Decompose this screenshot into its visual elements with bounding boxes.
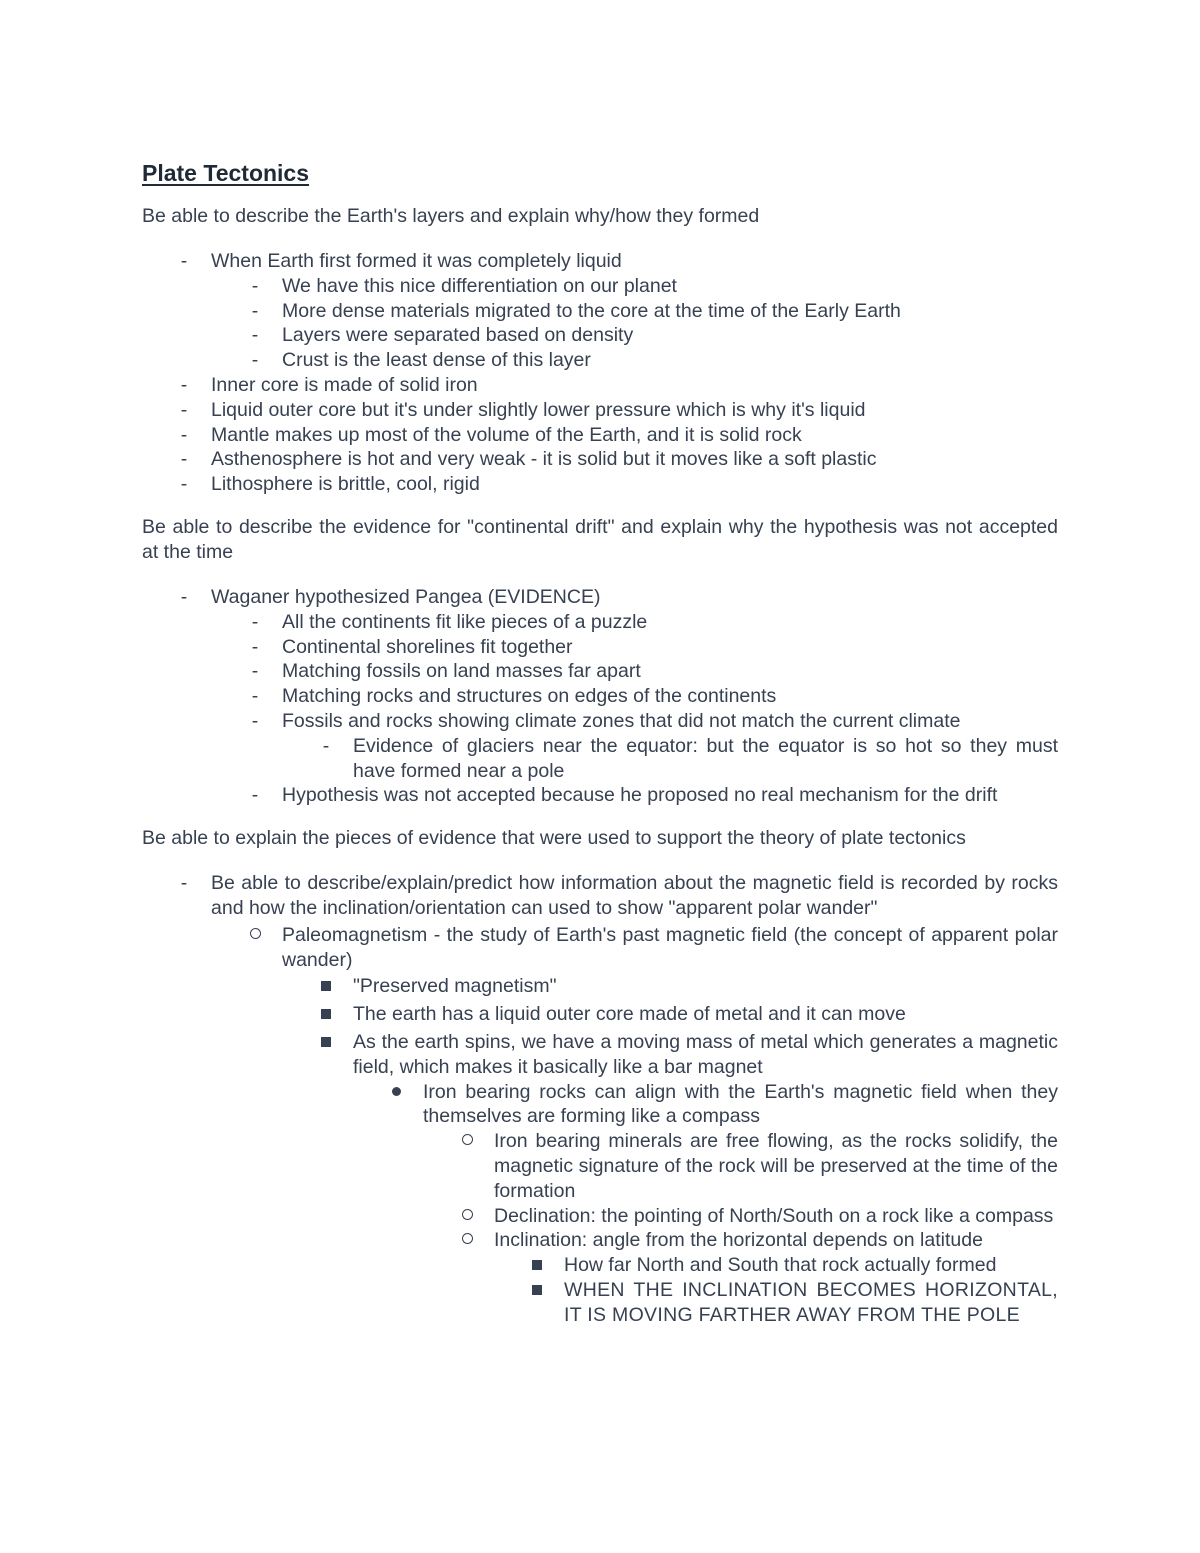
earth-layers-list	[142, 249, 1058, 497]
square-bullet-icon	[527, 1253, 547, 1278]
list-item: - Inner core is made of solid iron	[142, 373, 1058, 398]
dash-bullet-icon	[245, 783, 265, 808]
dash-bullet-icon	[245, 709, 265, 734]
dash-bullet-icon	[245, 635, 265, 660]
dash-bullet-icon	[174, 423, 194, 448]
square-bullet-icon	[527, 1278, 547, 1303]
list-item: - Evidence of glaciers near the equator: but the equator is so hot so they must have formed near a pole	[142, 734, 1058, 784]
hollow-circle-bullet-icon	[245, 923, 265, 948]
list-item: - All the continents fit like pieces of a puzzle	[142, 610, 1058, 635]
list-item: - Continental shorelines fit together	[142, 635, 1058, 660]
square-bullet-icon	[316, 1002, 336, 1027]
dash-bullet-icon	[174, 871, 194, 896]
dash-bullet-icon	[174, 249, 194, 274]
continental-drift-list	[142, 585, 1058, 808]
list-item: - When Earth first formed it was completely liquid	[142, 249, 1058, 274]
dash-bullet-icon	[245, 684, 265, 709]
dash-bullet-icon	[245, 348, 265, 373]
document-page	[142, 156, 1058, 1327]
document-title: Plate Tectonics	[142, 160, 310, 186]
list-item: - Crust is the least dense of this layer	[142, 348, 1058, 373]
list-item: - Matching rocks and structures on edges of the continents	[142, 684, 1058, 709]
list-item: - More dense materials migrated to the core at the time of the Early Earth	[142, 299, 1058, 324]
list-item: - Matching fossils on land masses far apart	[142, 659, 1058, 684]
list-item: "Preserved magnetism"	[142, 974, 1058, 999]
plate-tectonics-evidence-list	[142, 871, 1058, 1327]
list-item: - Asthenosphere is hot and very weak - it is solid but it moves like a soft plastic	[142, 447, 1058, 472]
dash-bullet-icon	[174, 585, 194, 610]
list-item: The earth has a liquid outer core made of metal and it can move	[142, 1002, 1058, 1027]
list-item: Iron bearing minerals are free flowing, as the rocks solidify, the magnetic signature of the rock will be preserved at the time of the formation	[142, 1129, 1058, 1203]
square-bullet-icon	[316, 1030, 336, 1055]
section-prompt-continental-drift: Be able to describe the evidence for "continental drift" and explain why the hypothesis was not accepted at the time	[142, 515, 1058, 563]
list-item: - Fossils and rocks showing climate zones that did not match the current climate	[142, 709, 1058, 734]
list-item: - Layers were separated based on density	[142, 323, 1058, 348]
filled-circle-bullet-icon	[386, 1080, 406, 1105]
hollow-circle-bullet-icon	[457, 1129, 477, 1154]
list-item: Paleomagnetism - the study of Earth's past magnetic field (the concept of apparent polar wander)	[142, 923, 1058, 973]
list-item: - Liquid outer core but it's under slightly lower pressure which is why it's liquid	[142, 398, 1058, 423]
list-item: - Mantle makes up most of the volume of the Earth, and it is solid rock	[142, 423, 1058, 448]
list-item: Declination: the pointing of North/South on a rock like a compass	[142, 1204, 1058, 1229]
dash-bullet-icon	[316, 734, 336, 759]
dash-bullet-icon	[174, 472, 194, 497]
dash-bullet-icon	[245, 323, 265, 348]
list-item: - Waganer hypothesized Pangea (EVIDENCE)	[142, 585, 1058, 610]
dash-bullet-icon	[245, 274, 265, 299]
dash-bullet-icon	[174, 373, 194, 398]
dash-bullet-icon	[174, 447, 194, 472]
list-item: How far North and South that rock actually formed	[142, 1253, 1058, 1278]
list-item: Iron bearing rocks can align with the Earth's magnetic field when they themselves are forming like a compass	[142, 1080, 1058, 1130]
dash-bullet-icon	[245, 299, 265, 324]
list-item: Inclination: angle from the horizontal depends on latitude	[142, 1228, 1058, 1253]
square-bullet-icon	[316, 974, 336, 999]
list-item: As the earth spins, we have a moving mass of metal which generates a magnetic field, which makes it basically like a bar magnet	[142, 1030, 1058, 1080]
section-prompt-earth-layers: Be able to describe the Earth's layers and explain why/how they formed	[142, 205, 760, 227]
section-prompt-plate-tectonics-evidence: Be able to explain the pieces of evidence that were used to support the theory of plate tectonics	[142, 827, 966, 850]
list-item: - Be able to describe/explain/predict how information about the magnetic field is recorded by rocks and how the inclination/orientation can used to show "apparent polar wander"	[142, 871, 1058, 921]
hollow-circle-bullet-icon	[457, 1204, 477, 1229]
list-item: - Lithosphere is brittle, cool, rigid	[142, 472, 1058, 497]
hollow-circle-bullet-icon	[457, 1228, 477, 1253]
dash-bullet-icon	[174, 398, 194, 423]
dash-bullet-icon	[245, 610, 265, 635]
list-item: - Hypothesis was not accepted because he proposed no real mechanism for the drift	[142, 783, 1058, 808]
dash-bullet-icon	[245, 659, 265, 684]
list-item: WHEN THE INCLINATION BECOMES HORIZONTAL, IT IS MOVING FARTHER AWAY FROM THE POLE	[142, 1278, 1058, 1328]
list-item: - We have this nice differentiation on our planet	[142, 274, 1058, 299]
